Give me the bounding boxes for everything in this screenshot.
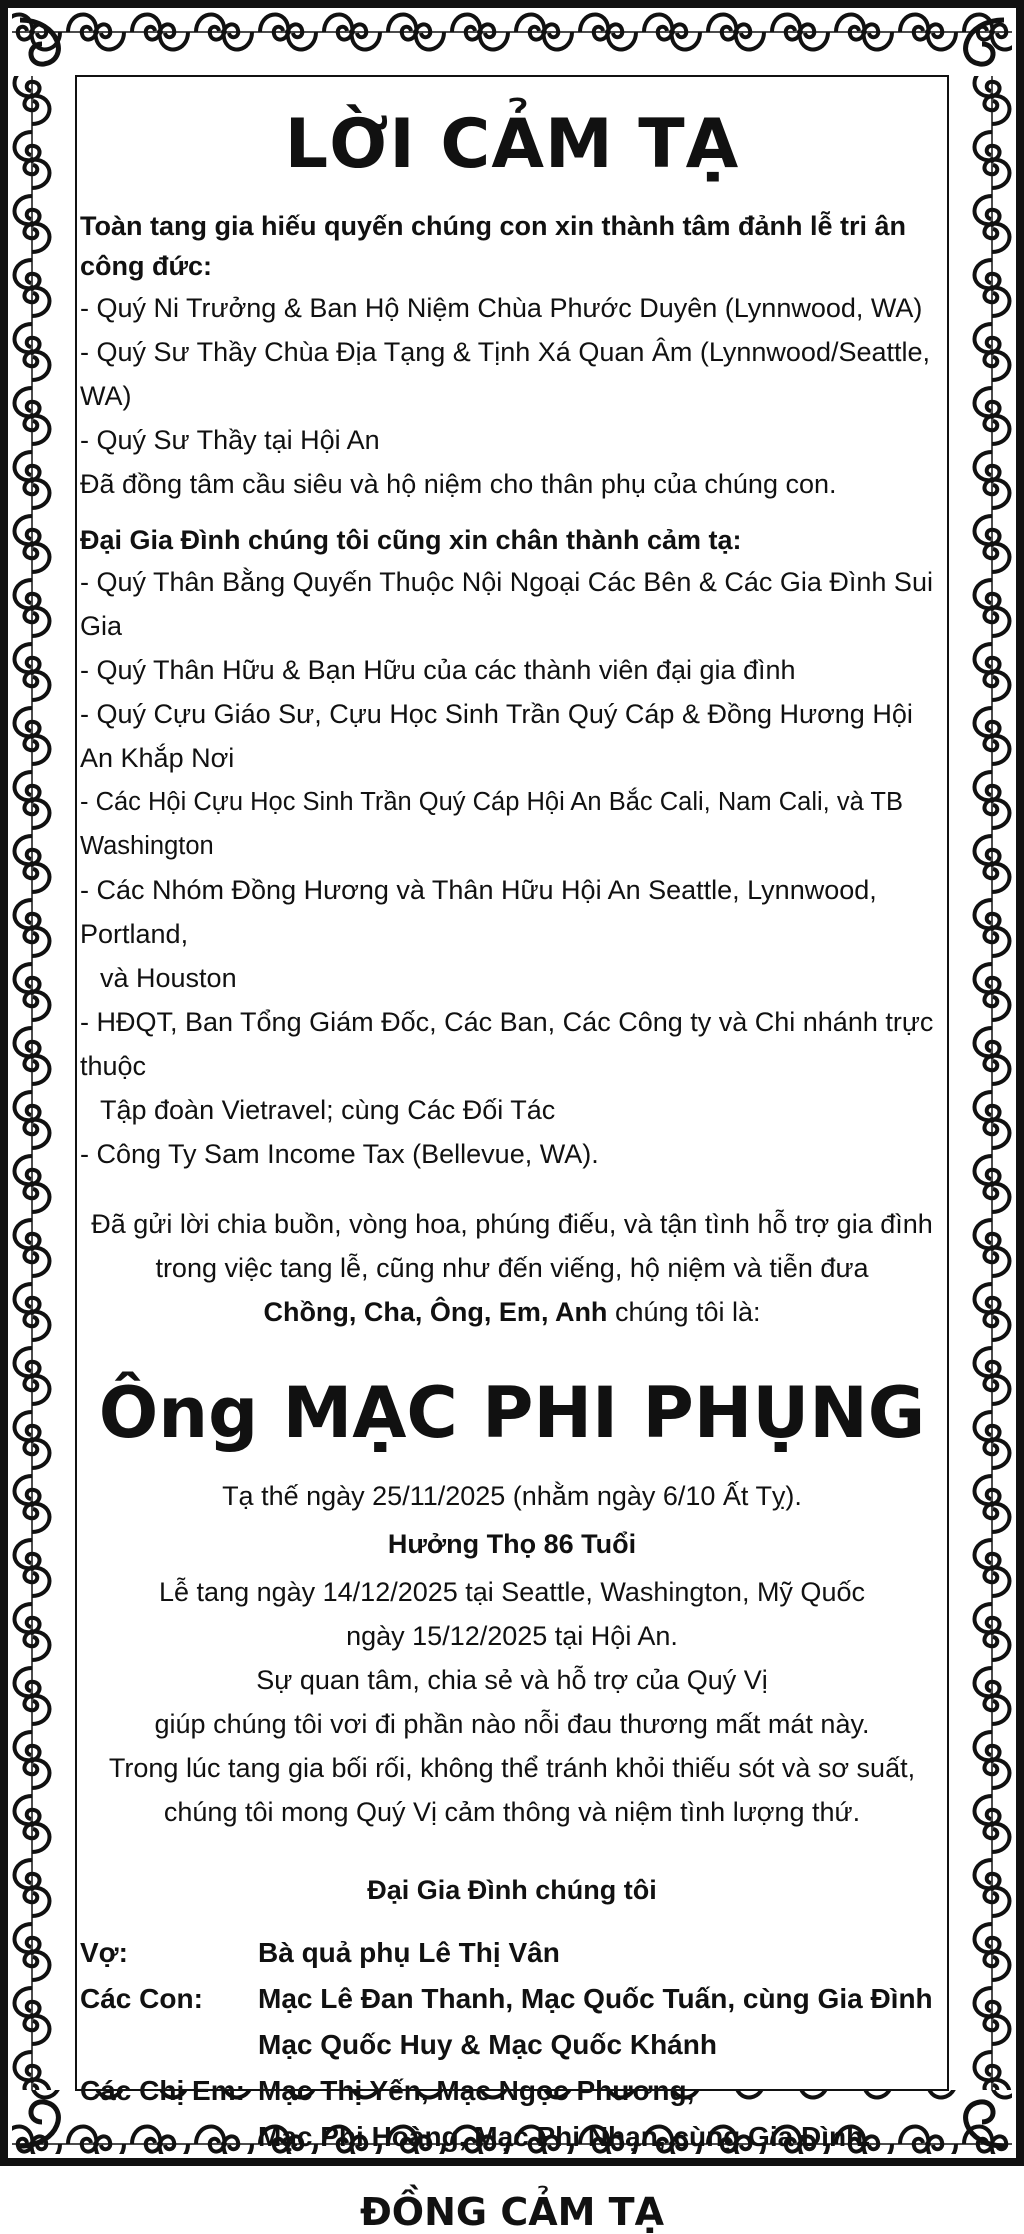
page-title: LỜI CẢM TẠ [284, 105, 740, 184]
deceased-name: Ông MẠC PHI PHỤNG [98, 1372, 926, 1454]
funeral-info: ngày 15/12/2025 tại Hội An. [346, 1621, 678, 1651]
list-item: - Quý Sư Thầy tại Hội An [80, 425, 380, 455]
family-row-value: Mạc Lê Đan Thanh, Mạc Quốc Tuấn, cùng Gia Đình [258, 1983, 933, 2014]
family-row [80, 2022, 944, 2068]
list-item: - Quý Thân Bằng Quyến Thuộc Nội Ngoại Các Bên & Các Gia Đình Sui Gia [80, 567, 933, 641]
list-item: - Quý Sư Thầy Chùa Địa Tạng & Tịnh Xá Quan Âm (Lynnwood/Seattle, WA) [80, 337, 931, 411]
section-monks-closing: Đã đồng tâm cầu siêu và hộ niệm cho thân phụ của chúng con. [80, 469, 837, 499]
family-row [80, 1976, 944, 2022]
funeral-details [80, 1474, 944, 1834]
message-relations: Chồng, Cha, Ông, Em, Anh [263, 1297, 608, 1327]
list-item: - Quý Thân Hữu & Bạn Hữu của các thành viên đại gia đình [80, 655, 796, 685]
passing-date: Tạ thế ngày 25/11/2025 (nhằm ngày 6/10 Ất Tỵ). [222, 1481, 802, 1511]
thanks-line: Trong lúc tang gia bối rối, không thể tránh khỏi thiếu sót và sơ suất, [108, 1753, 916, 1783]
list-item-continuation: và Houston [100, 963, 237, 993]
family-row-value: Mạc Phi Hoàng, Mạc Phi Nhạn, cùng Gia Đình. [258, 2121, 871, 2152]
list-item-continuation: Tập đoàn Vietravel; cùng Các Đối Tác [100, 1095, 556, 1125]
condolence-message [80, 1202, 944, 1334]
list-item: - Công Ty Sam Income Tax (Bellevue, WA). [80, 1139, 599, 1169]
family-row-label: Các Chị Em: [80, 2075, 245, 2106]
message-line: Đã gửi lời chia buồn, vòng hoa, phúng điếu, và tận tình hỗ trợ gia đình [91, 1209, 933, 1239]
closing-title: ĐỒNG CẢM TẠ [359, 2190, 665, 2234]
section-monks [80, 206, 944, 506]
family-heading: Đại Gia Đình chúng tôi [367, 1875, 657, 1905]
section-family-thanks [80, 520, 944, 1176]
thanks-line: Sự quan tâm, chia sẻ và hỗ trợ của Quý Vị [256, 1665, 768, 1695]
family-row-label [80, 2022, 258, 2068]
message-line-rest: chúng tôi là: [607, 1297, 761, 1327]
list-item: - Các Nhóm Đồng Hương và Thân Hữu Hội An Seattle, Lynnwood, Portland, [80, 875, 877, 949]
list-item: - Các Hội Cựu Học Sinh Trần Quý Cáp Hội An Bắc Cali, Nam Cali, và TB Washington [80, 788, 903, 860]
family-row-label: Vợ: [80, 1937, 128, 1968]
section-family-intro: Đại Gia Đình chúng tôi cũng xin chân thành cảm tạ: [80, 525, 742, 555]
family-block [80, 1870, 944, 2160]
message-line: trong việc tang lễ, cũng như đến viếng, hộ niệm và tiễn đưa [155, 1253, 869, 1283]
thanks-line: chúng tôi mong Quý Vị cảm thông và niệm tình lượng thứ. [163, 1797, 861, 1827]
card-content [80, 95, 944, 2234]
list-item: - Quý Ni Trưởng & Ban Hộ Niệm Chùa Phước Duyên (Lynnwood, WA) [80, 293, 923, 323]
family-row [80, 2114, 944, 2160]
funeral-info: Lễ tang ngày 14/12/2025 tại Seattle, Washington, Mỹ Quốc [159, 1577, 865, 1607]
age: Hưởng Thọ 86 Tuổi [387, 1529, 637, 1559]
message-line [80, 1290, 944, 1334]
family-row-label: Các Con: [80, 1983, 203, 2014]
family-row-value: Mạc Thị Yến, Mạc Ngọc Phương, [258, 2075, 695, 2106]
family-row-value: Bà quả phụ Lê Thị Vân [258, 1937, 560, 1968]
family-row-value: Mạc Quốc Huy & Mạc Quốc Khánh [258, 2029, 717, 2060]
family-row [80, 1930, 944, 1976]
family-table [80, 1930, 944, 2160]
list-item: - HĐQT, Ban Tổng Giám Đốc, Các Ban, Các Công ty và Chi nhánh trực thuộc [80, 1007, 934, 1081]
thanks-line: giúp chúng tôi vơi đi phần nào nỗi đau thương mất mát này. [154, 1709, 870, 1739]
section-monks-intro: Toàn tang gia hiếu quyến chúng con xin thành tâm đảnh lễ tri ân công đức: [80, 211, 907, 281]
family-row-label [80, 2114, 258, 2160]
family-row [80, 2068, 944, 2114]
list-item: - Quý Cựu Giáo Sư, Cựu Học Sinh Trần Quý Cáp & Đồng Hương Hội An Khắp Nơi [80, 699, 913, 773]
